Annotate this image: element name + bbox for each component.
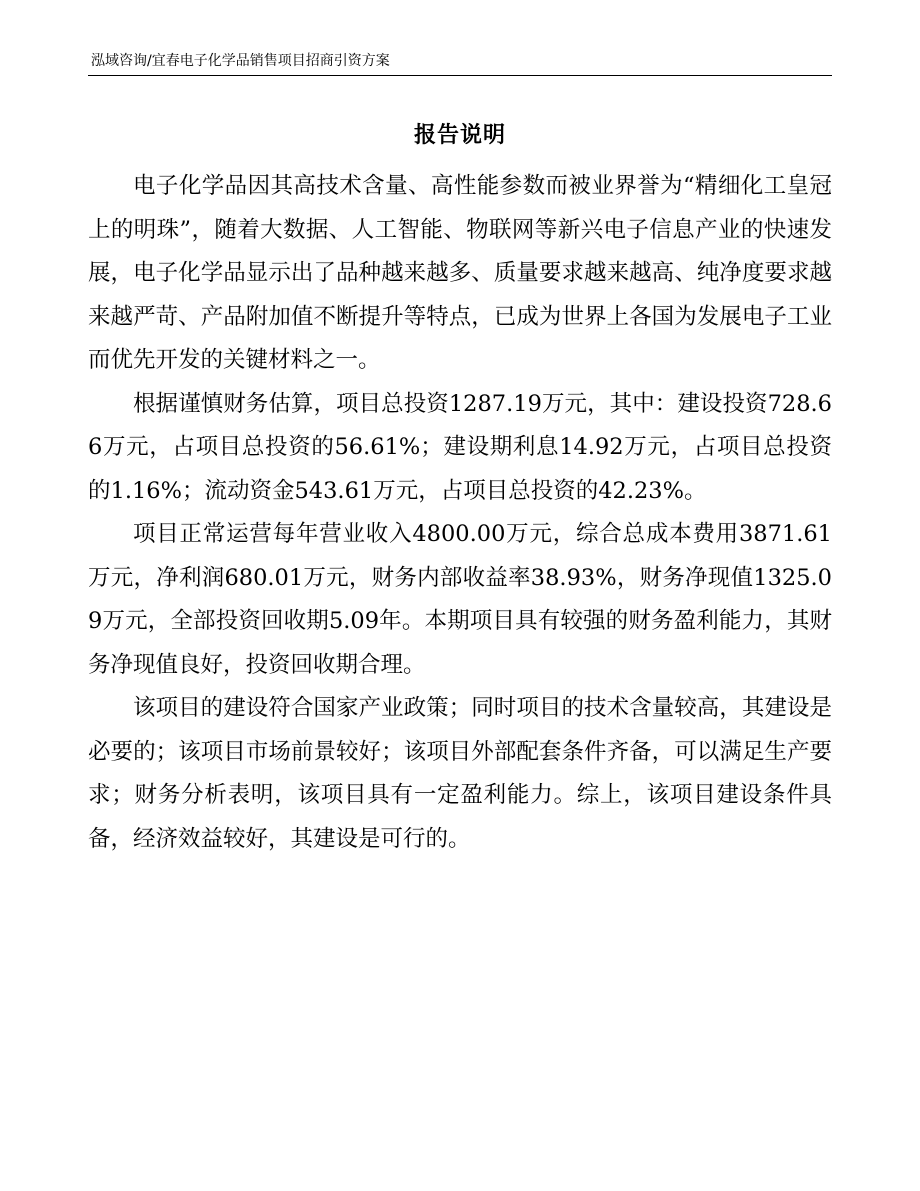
paragraph-investment: 根据谨慎财务估算，项目总投资1287.19万元，其中：建设投资728.66万元，占项目总投资的56.61%；建设期利息14.92万元，占项目总投资的1.16%；流动资金543.61万元，占项目总投资的42.23%。 (88, 390, 832, 504)
header-divider (88, 75, 832, 76)
paragraph-intro: 电子化学品因其高技术含量、高性能参数而被业界誉为“精细化工皇冠上的明珠”，随着大数据、人工智能、物联网等新兴电子信息产业的快速发展，电子化学品显示出了品种越来越多、质量要求越来越高、纯净度要求越来越严苛、产品附加值不断提升等特点，已成为世界上各国为发展电子工业而优先开发的关键材料之一。 (88, 173, 832, 373)
paragraph-revenue: 项目正常运营每年营业收入4800.00万元，综合总成本费用3871.61万元，净利润680.01万元，财务内部收益率38.93%，财务净现值1325.09万元，全部投资回收期5.09年。本期项目具有较强的财务盈利能力，其财务净现值良好，投资回收期合理。 (88, 521, 832, 678)
document-body (88, 165, 832, 861)
page-title: 报告说明 (413, 123, 506, 148)
page-header-breadcrumb: 泓域咨询/宜春电子化学品销售项目招商引资方案 (91, 53, 390, 69)
paragraph-conclusion: 该项目的建设符合国家产业政策；同时项目的技术含量较高，其建设是必要的；该项目市场前景较好；该项目外部配套条件齐备，可以满足生产要求；财务分析表明，该项目具有一定盈利能力。综上，该项目建设条件具备，经济效益较好，其建设是可行的。 (88, 695, 832, 852)
